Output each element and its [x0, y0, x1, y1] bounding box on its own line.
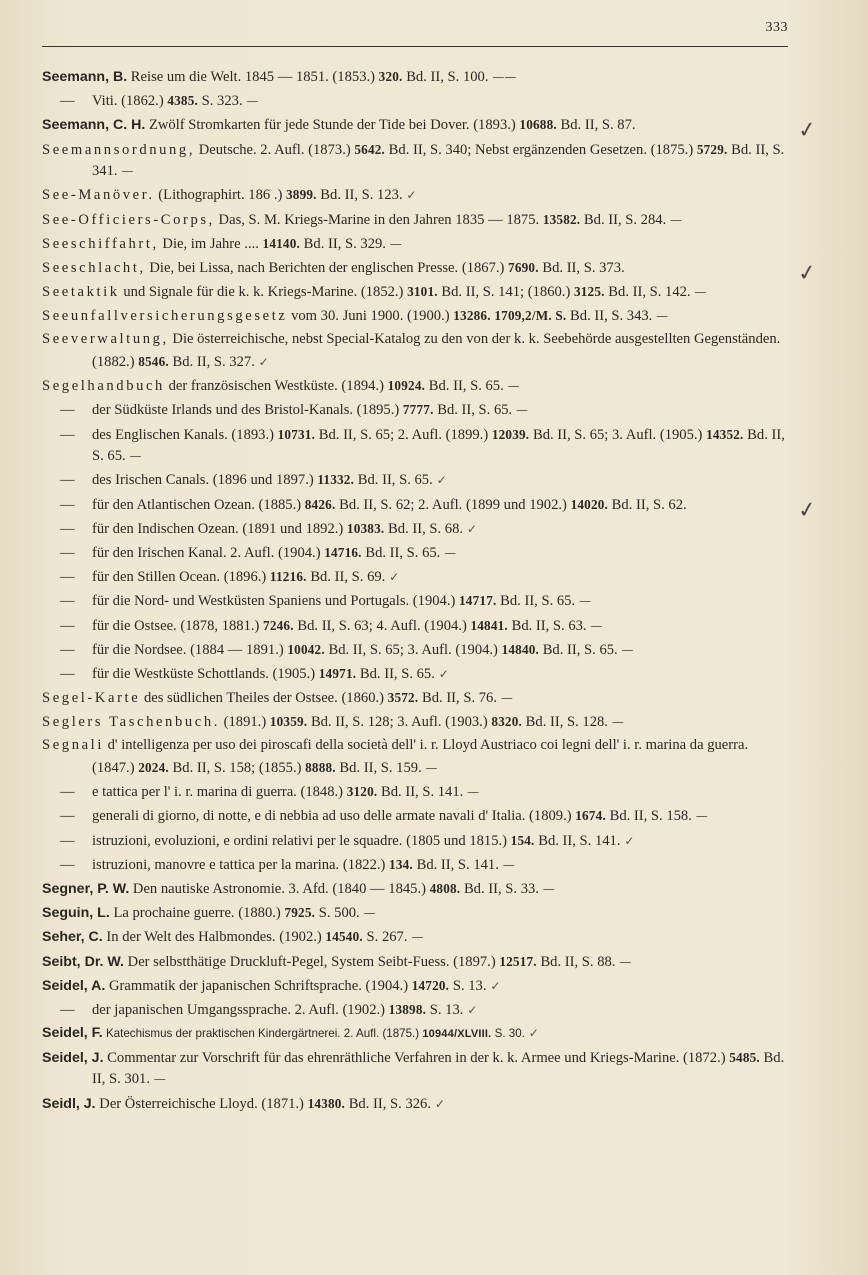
entry-title: des Irischen Canals. (1896 und 1897.) [92, 472, 318, 489]
entry-location: Bd. II, S. 65; 2. Aufl. (1899.) [315, 426, 492, 443]
entry-number: 10924. [387, 378, 426, 394]
entry-title: Der selbstthätige Druckluft-Pegel, System Seibt-Fuess. (1897.) [124, 953, 500, 970]
handwritten-mark: — [652, 309, 669, 324]
entry-title: für den Irischen Kanal. 2. Aufl. (1904.) [92, 544, 325, 561]
handwritten-mark: ✓ [463, 521, 477, 536]
entry-keyword: Seetaktik [42, 284, 120, 301]
entry-location: Bd. II, S. 65. [356, 665, 435, 682]
entry-location: Bd. II, S. 158; (1855.) [168, 760, 306, 777]
entry-title: für die Westküste Schottlands. (1905.) [92, 665, 319, 682]
entry-location: Bd. II, S. 65. [354, 472, 433, 489]
entry-title: und Signale für die k. k. Kriegs-Marine. (1852.) [119, 284, 408, 301]
entry-location: Bd. II, S. 65. [539, 641, 618, 658]
entry-number: 3120. [346, 784, 378, 800]
entry-title: Die österreichische, nebst Special-Katalog zu den von der k. k. Seebehörde ausgestellten Gegenständen. (1882.) [92, 331, 781, 371]
entry-location: Bd. II, S. 327. [168, 354, 255, 371]
entry-number: 10359. [269, 714, 308, 730]
catalog-entry [42, 518, 790, 541]
entry-title: vom 30. Juni 1900. (1900.) [287, 308, 454, 325]
handwritten-mark: ✓ [524, 1026, 539, 1041]
entry-number: 8546. [138, 354, 169, 370]
entry-location: Bd. II, S. 65. [92, 426, 785, 465]
entry-number: 14841. [470, 617, 508, 633]
entry-author: Seidel, J. [42, 1049, 104, 1066]
entry-number: 8320. [491, 714, 523, 730]
entry-keyword: Seemannsordnung, [42, 141, 196, 158]
entry-number: 10944/XLVIII. [422, 1028, 492, 1041]
catalog-entry [42, 805, 790, 828]
entry-location: Bd. II, S. 373. [538, 259, 625, 276]
entry-location: Bd. II, S. 128. [522, 714, 608, 731]
ditto-dash: — [60, 832, 75, 849]
handwritten-mark: — [666, 212, 683, 227]
handwritten-mark: ✓ [432, 473, 447, 488]
entry-title: für die Nord- und Westküsten Spaniens und Portugals. (1904.) [92, 593, 460, 610]
entry-keyword: See-Officiers-Corps, [42, 211, 215, 228]
entry-keyword: Seeverwaltung, [42, 331, 169, 348]
handwritten-mark: — [607, 715, 624, 730]
entry-author: Seguin, L. [42, 905, 110, 922]
entry-title: Der Österreichische Lloyd. (1871.) [95, 1095, 308, 1112]
handwritten-mark: — [385, 236, 402, 251]
entry-location: S. 13. [449, 977, 487, 994]
entry-number: 3101. [407, 284, 438, 300]
handwritten-mark: — [691, 809, 708, 824]
entry-title: La prochaine guerre. (1880.) [109, 905, 285, 922]
entry-location: Bd. II, S. 141. [412, 856, 499, 873]
entry-location: Bd. II, S. 142. [604, 284, 691, 301]
catalog-entries [42, 66, 818, 1117]
handwritten-mark: ✓ [254, 355, 269, 370]
handwritten-mark: — [497, 691, 513, 706]
entry-location: Bd. II, S. 141; (1860.) [437, 284, 574, 301]
entry-title: Grammatik der japanischen Schriftsprache. (1904.) [105, 977, 412, 994]
entry-location: Bd. II, S. 88. [536, 953, 616, 970]
entry-location: Bd. II, S. 62. [608, 496, 687, 513]
catalog-entry [42, 114, 818, 145]
entry-location: Bd. II, S. 62; 2. Aufl. (1899 und 1902.) [335, 496, 571, 513]
entry-location: Bd. II, S. 301. [92, 1049, 785, 1088]
entry-location: Bd. II, S. 343. [566, 308, 653, 325]
entry-title: für die Nordsee. (1884 — 1891.) [92, 641, 288, 658]
entry-number: 1674. [575, 808, 606, 824]
catalog-entry [42, 639, 790, 662]
entry-location: Bd. II, S. 158. [605, 808, 692, 825]
catalog-entry [42, 375, 790, 398]
catalog-entry [42, 469, 790, 492]
entry-location: Bd. II, S. 326. [345, 1095, 431, 1112]
entry-location: Bd. II, S. 69. [306, 569, 386, 586]
entry-number: 4385. [167, 93, 198, 109]
entry-number: 4808. [429, 881, 461, 896]
entry-title: für den Atlantischen Ozean. (1885.) [92, 496, 305, 513]
entry-author: Seher, C. [42, 929, 103, 946]
handwritten-mark: — [586, 618, 603, 633]
entry-number: 11216. [269, 569, 307, 585]
catalog-entry [42, 494, 818, 524]
entry-number: 14971. [318, 665, 357, 681]
catalog-entry [42, 139, 790, 183]
entry-location: Bd. II, S. 65. [496, 593, 576, 610]
entry-title: für die Ostsee. (1878, 1881.) [92, 617, 264, 634]
ditto-dash: — [60, 520, 75, 537]
entry-number: 2024. [138, 760, 169, 776]
catalog-entry [42, 257, 818, 288]
entry-title: e tattica per l' i. r. marina di guerra. (1848.) [92, 784, 347, 801]
entry-title: Katechismus der praktischen Kindergärtnerei. 2. Aufl. (1875.) [102, 1027, 423, 1041]
catalog-entry [42, 687, 790, 710]
handwritten-mark: ✓ [486, 978, 501, 993]
entry-number: 12517. [499, 953, 537, 969]
entry-author: Seidel, F. [42, 1025, 103, 1042]
entry-keyword: Seglers Taschenbuch. [42, 714, 220, 731]
entry-title: Die, im Jahre .... [158, 235, 263, 252]
entry-location: Bd. II, S. 65; 3. Aufl. (1904.) [324, 641, 502, 658]
header-rule [42, 46, 788, 47]
entry-location: Bd. II, S. 33. [460, 881, 539, 897]
entry-location: Bd. II, S. 63; 4. Aufl. (1904.) [293, 617, 471, 634]
catalog-entry [42, 999, 790, 1022]
catalog-entry [42, 663, 790, 686]
entry-location: S. 267. [362, 929, 408, 946]
entry-location: Bd. II, S. 65. [361, 544, 441, 561]
entry-title: für den Indischen Ozean. (1891 und 1892.) [92, 520, 347, 537]
entry-location: S. 30. [491, 1027, 525, 1041]
entry-location: Bd. II, S. 87. [556, 117, 636, 134]
entry-number: 12039. [491, 426, 530, 442]
entry-title: für den Stillen Ocean. (1896.) [92, 569, 270, 586]
entry-number: 14380. [307, 1095, 346, 1111]
entry-title: des südlichen Theiles der Ostsee. (1860.) [140, 690, 388, 707]
entry-author: Segner, P. W. [42, 881, 130, 897]
catalog-entry [42, 854, 790, 877]
entry-number: 11332. [317, 472, 355, 488]
checkmark-icon: ✓ [795, 259, 818, 288]
entry-title: istruzioni, evoluzioni, e ordini relativi per le squadre. (1805 und 1815.) [92, 832, 511, 849]
entry-location: S. 323. [198, 93, 243, 110]
handwritten-mark: ✓ [434, 666, 449, 681]
catalog-entry [42, 1093, 790, 1116]
catalog-entry [42, 902, 790, 925]
entry-keyword: Seeunfallversicherungsgesetz [42, 308, 288, 325]
entry-keyword: Segnali [42, 737, 104, 754]
entry-location: Bd. II, S. 68. [384, 520, 464, 537]
entry-title: Das, S. M. Kriegs-Marine in den Jahren 1835 — 1875. [214, 211, 543, 228]
entry-number: 10688. [519, 117, 557, 133]
catalog-entry [42, 951, 790, 974]
entry-number: 10042. [287, 641, 325, 657]
handwritten-mark: ✓ [402, 188, 417, 203]
entry-location: Bd. II, S. 65. [433, 402, 513, 419]
catalog-entry [42, 781, 790, 804]
ditto-dash: — [60, 93, 75, 110]
entry-title: Den nautiske Astronomie. 3. Afd. (1840 — 1845.) [129, 881, 430, 897]
handwritten-mark: — [538, 882, 555, 896]
checkmark-icon: ✓ [795, 117, 818, 145]
catalog-entry [42, 424, 790, 468]
catalog-entry [42, 830, 790, 853]
entry-number: 14352. [706, 426, 744, 442]
handwritten-mark: ✓ [385, 570, 400, 585]
handwritten-mark: — [575, 594, 591, 609]
entry-location: Bd. II, S. 329. [300, 235, 386, 252]
ditto-dash: — [60, 544, 75, 561]
entry-title: Zwölf Stromkarten für jede Stunde der Tide bei Dover. (1893.) [145, 117, 520, 134]
entry-author: Seibt, Dr. W. [42, 953, 124, 970]
handwritten-mark: — [463, 785, 480, 800]
entry-number: 14717. [459, 593, 497, 609]
handwritten-mark: — [512, 403, 529, 418]
entry-number: 14720. [411, 977, 450, 993]
entry-title: Die, bei Lissa, nach Berichten der englischen Presse. (1867.) [145, 259, 509, 276]
entry-number: 14840. [501, 641, 540, 657]
entry-location: Bd. II, S. 100. [402, 69, 489, 85]
entry-location: Bd. II, S. 159. [335, 760, 422, 777]
entry-location: Bd. II, S. 141. [377, 784, 464, 801]
entry-number: 10383. [346, 520, 385, 536]
entry-number: 5642. [354, 141, 386, 157]
catalog-entry [42, 711, 790, 734]
ditto-dash: — [60, 641, 75, 658]
entry-location: Bd. II, S. 141. [534, 832, 621, 849]
handwritten-mark: ✓ [620, 833, 635, 848]
entry-keyword: Segelhandbuch [42, 378, 165, 395]
catalog-entry [42, 281, 790, 304]
handwritten-mark: — [503, 379, 520, 394]
ditto-dash: — [60, 856, 75, 873]
entry-title: Viti. (1862.) [92, 93, 168, 110]
entry-number: 10731. [277, 426, 316, 442]
entry-keyword: Seeschlacht, [42, 259, 146, 276]
entry-location: S. 13. [426, 1001, 464, 1018]
ditto-dash: — [60, 569, 75, 586]
catalog-entry [42, 90, 790, 113]
entry-title: istruzioni, manovre e tattica per la marina. (1822.) [92, 856, 390, 873]
entry-number: 14716. [324, 544, 362, 560]
catalog-entry [42, 975, 790, 998]
entry-keyword: Segel-Karte [42, 690, 141, 707]
entry-location: Bd. II, S. 65. [425, 378, 504, 395]
handwritten-mark: — [440, 545, 457, 560]
handwritten-mark: — [617, 642, 634, 657]
handwritten-mark: — [359, 906, 376, 921]
catalog-entry [42, 184, 790, 207]
handwritten-mark: — [117, 164, 134, 179]
entry-location: Bd. II, S. 340; Nebst ergänzenden Gesetzen. (1875.) [385, 141, 697, 158]
entry-number: 7925. [284, 905, 316, 921]
entry-author: Seemann, C. H. [42, 117, 146, 134]
entry-location: Bd. II, S. 128; 3. Aufl. (1903.) [307, 714, 492, 731]
handwritten-mark: — [498, 857, 515, 872]
ditto-dash: — [60, 1001, 75, 1018]
entry-number: 5729. [696, 141, 728, 157]
catalog-entry [42, 590, 790, 613]
entry-number: 134. [389, 856, 413, 872]
catalog-entry [42, 615, 790, 638]
ditto-dash: — [60, 402, 75, 419]
entry-title: der französischen Westküste. (1894.) [164, 378, 388, 395]
catalog-entry [42, 878, 790, 901]
entry-title: generali di giorno, di notte, e di nebbia ad uso delle armate navali d' Italia. (1809.) [92, 808, 576, 825]
handwritten-mark: —— [488, 70, 517, 84]
entry-number: 14020. [570, 496, 609, 512]
catalog-entry [42, 735, 790, 779]
entry-title: In der Welt des Halbmondes. (1902.) [102, 929, 326, 946]
handwritten-mark: — [125, 449, 142, 464]
entry-keyword: See-Manöver. [42, 187, 155, 204]
catalog-entry [42, 926, 790, 949]
entry-location: Bd. II, S. 284. [580, 211, 667, 228]
catalog-entry [42, 329, 790, 373]
handwritten-mark: — [242, 94, 259, 109]
handwritten-mark: — [421, 761, 438, 776]
entry-author: Seidel, A. [42, 977, 106, 994]
ditto-dash: — [60, 472, 75, 489]
handwritten-mark: ✓ [431, 1096, 445, 1111]
entry-number: 7690. [508, 259, 539, 275]
entry-title: (Lithographirt. 186 .) [154, 187, 286, 204]
entry-number: 154. [510, 832, 535, 848]
ditto-dash: — [60, 665, 75, 682]
catalog-entry [42, 66, 790, 89]
catalog-entry [42, 1047, 790, 1091]
ditto-dash: — [60, 426, 75, 443]
entry-title: Commentar zur Vorschrift für das ehrenräthliche Verfahren in der k. k. Armee und Kriegs-Marine. (1872.) [103, 1049, 730, 1066]
entry-title: (1891.) [219, 714, 270, 731]
entry-number: 3125. [573, 284, 605, 300]
entry-number: 7777. [402, 402, 434, 418]
entry-author: Seemann, B. [42, 69, 128, 85]
page-number: 333 [765, 20, 788, 35]
entry-number: 1709,2/M. S. [494, 308, 567, 324]
entry-number: 8426. [304, 496, 336, 512]
entry-title: der japanischen Umgangssprache. 2. Aufl. (1902.) [92, 1001, 389, 1018]
entry-number: 5485. [729, 1049, 760, 1065]
entry-number: 13286. [453, 308, 491, 324]
handwritten-mark: — [149, 1072, 166, 1087]
handwritten-mark: — [690, 285, 707, 300]
entry-number: 14540. [325, 929, 363, 945]
entry-location: Bd. II, S. 63. [507, 617, 587, 634]
ditto-dash: — [60, 784, 75, 801]
entry-keyword: Seeschiffahrt, [42, 235, 159, 252]
entry-number: 320. [378, 69, 403, 84]
handwritten-mark: ✓ [463, 1002, 478, 1017]
ditto-dash: — [60, 808, 75, 825]
handwritten-mark: — [615, 954, 632, 969]
entry-number: 13898. [388, 1001, 427, 1017]
entry-location: Bd. II, S. 65; 3. Aufl. (1905.) [529, 426, 707, 443]
entry-number: 3572. [387, 690, 419, 706]
catalog-entry [42, 542, 790, 565]
entry-title: Deutsche. 2. Aufl. (1873.) [195, 141, 355, 158]
catalog-entry [42, 305, 790, 328]
entry-author: Seidl, J. [42, 1095, 96, 1112]
entry-number: 8888. [305, 760, 336, 776]
entry-location: Bd. II, S. 76. [418, 690, 497, 707]
entry-title: d' intelligenza per uso dei piroscafi della società dell' i. r. Lloyd Austriaco coi legni dell' i. r. marina da guerra. (1847.) [92, 737, 749, 777]
entry-number: 14140. [262, 235, 301, 251]
checkmark-icon: ✓ [795, 496, 818, 524]
entry-title: des Englischen Kanals. (1893.) [92, 426, 278, 443]
entry-location: Bd. II, S. 341. [92, 141, 785, 180]
ditto-dash: — [60, 496, 75, 513]
entry-number: 7246. [263, 617, 294, 633]
entry-location: Bd. II, S. 123. [316, 187, 403, 204]
catalog-entry [42, 566, 790, 589]
entry-number: 13582. [542, 211, 581, 227]
entry-title: der Südküste Irlands und des Bristol-Kanals. (1895.) [92, 402, 403, 419]
catalog-entry [42, 233, 790, 256]
entry-title: Reise um die Welt. 1845 — 1851. (1853.) [127, 69, 379, 85]
handwritten-mark: — [407, 930, 424, 945]
catalog-entry [42, 209, 790, 232]
entry-number: 3899. [285, 187, 317, 203]
ditto-dash: — [60, 593, 75, 610]
entry-location: S. 500. [315, 905, 360, 922]
ditto-dash: — [60, 617, 75, 634]
catalog-entry [42, 1023, 790, 1045]
catalog-entry [42, 399, 790, 422]
